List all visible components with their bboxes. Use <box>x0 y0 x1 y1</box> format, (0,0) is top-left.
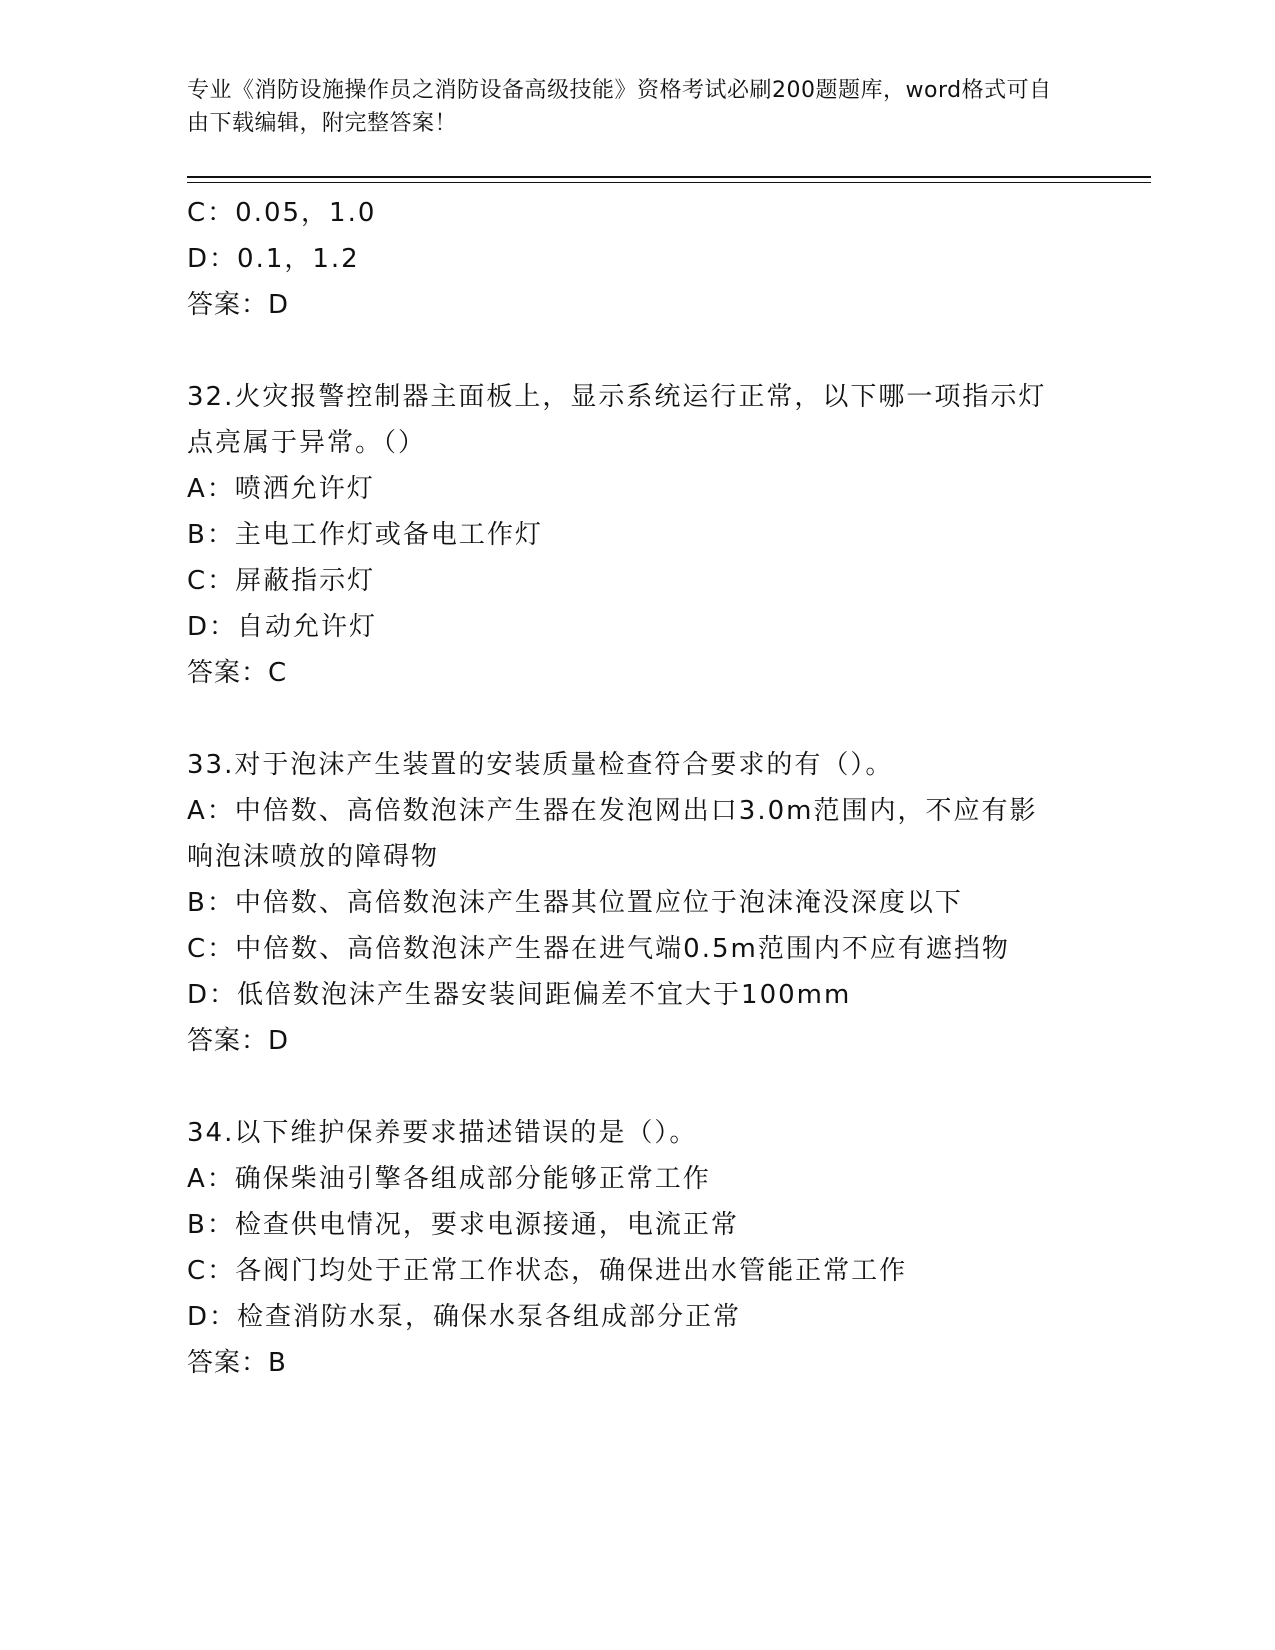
option-b: B：中倍数、高倍数泡沫产生器其位置应位于泡沫淹没深度以下 <box>187 888 963 918</box>
option-b: B：检查供电情况，要求电源接通，电流正常 <box>187 1210 739 1240</box>
answer-line: 答案：C <box>187 658 288 688</box>
answer-line: 答案：D <box>187 290 290 320</box>
option-a: A：中倍数、高倍数泡沫产生器在发泡网出口3.0m范围内，不应有影 <box>187 796 1038 826</box>
question-stem: 34.以下维护保养要求描述错误的是（）。 <box>187 1118 698 1148</box>
option-b: B：主电工作灯或备电工作灯 <box>187 520 543 550</box>
option-c: C：中倍数、高倍数泡沫产生器在进气端0.5m范围内不应有遮挡物 <box>187 934 1010 964</box>
question-34 <box>187 1110 1087 1386</box>
option-d: D：低倍数泡沫产生器安装间距偏差不宜大于100mm <box>187 980 852 1010</box>
continued-question <box>187 190 1087 328</box>
option-c: C：屏蔽指示灯 <box>187 566 376 596</box>
option-d: D：0.1，1.2 <box>187 244 360 274</box>
question-stem: 33.对于泡沫产生装置的安装质量检查符合要求的有（）。 <box>187 750 894 780</box>
option-a: A：喷洒允许灯 <box>187 474 375 504</box>
option-d: D：自动允许灯 <box>187 612 378 642</box>
question-stem: 点亮属于异常。（） <box>187 428 427 458</box>
answer-line: 答案：B <box>187 1348 287 1378</box>
page-header: 专业《消防设施操作员之消防设备高级技能》资格考试必刷200题题库，word格式可自由下载编辑，附完整答案！ <box>187 78 1052 136</box>
header-rule-thin <box>187 182 1151 183</box>
question-32 <box>187 374 1087 696</box>
option-d: D：检查消防水泵，确保水泵各组成部分正常 <box>187 1302 742 1332</box>
option-a: A：确保柴油引擎各组成部分能够正常工作 <box>187 1164 711 1194</box>
option-a-continued: 响泡沫喷放的障碍物 <box>187 842 440 872</box>
question-33 <box>187 742 1087 1064</box>
option-c: C：各阀门均处于正常工作状态，确保进出水管能正常工作 <box>187 1256 908 1286</box>
option-c: C：0.05，1.0 <box>187 198 377 228</box>
question-stem: 32.火灾报警控制器主面板上，显示系统运行正常，以下哪一项指示灯 <box>187 382 1047 412</box>
header-rule-thick <box>187 176 1151 178</box>
question-content <box>187 190 1087 1386</box>
answer-line: 答案：D <box>187 1026 290 1056</box>
